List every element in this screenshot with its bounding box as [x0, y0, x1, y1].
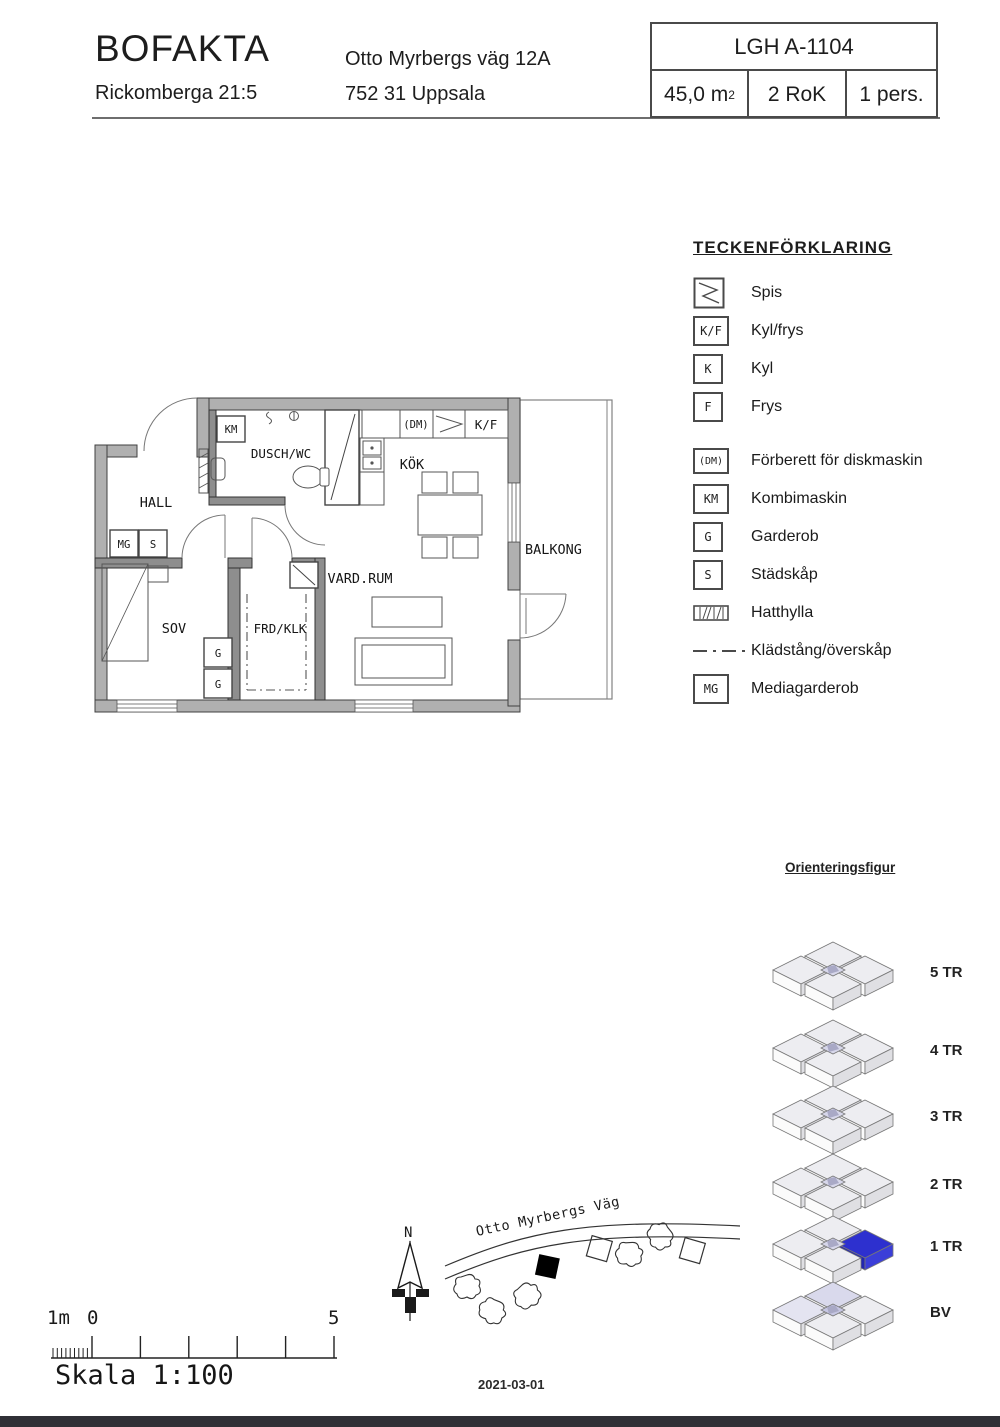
unit-rooms: 2 RoK [749, 71, 847, 118]
stove-icon [436, 416, 462, 432]
legend-item-stadskap: S Städskåp [693, 556, 983, 594]
floor-row-3tr: 3 TR [758, 1082, 993, 1162]
bed [102, 564, 168, 661]
legend-title: TECKENFÖRKLARING [693, 238, 893, 257]
hatthylla-icon [693, 604, 729, 622]
scale-end-label: 5 [328, 1307, 340, 1329]
room-label-sov: SOV [161, 621, 187, 637]
kf-box-icon: K/F [693, 316, 729, 346]
building-figure-icon [758, 938, 908, 1018]
scale-ruler [51, 1336, 337, 1358]
wardrobe-box [204, 638, 232, 667]
spis-icon [693, 277, 725, 309]
mg-label: MG [117, 539, 131, 551]
site-map [385, 1188, 745, 1348]
address-city: 752 31 Uppsala [345, 83, 486, 105]
g2-label: G [214, 679, 222, 691]
km-box-icon: KM [693, 484, 729, 514]
brand-title: BOFAKTA [95, 28, 270, 69]
clothes-rail-lines [247, 594, 306, 690]
bottom-bar [0, 1416, 1000, 1427]
room-label-kok: KÖK [399, 457, 425, 473]
window [508, 483, 520, 542]
shaft [290, 562, 318, 588]
room-label-hall: HALL [139, 495, 173, 511]
floor-row-5tr: 5 TR [758, 938, 993, 1018]
toilet-icon [293, 466, 329, 488]
kitchen-sink-icon [360, 438, 384, 505]
legend-item-spis: Spis [693, 274, 983, 312]
floor-plan [88, 392, 628, 722]
unit-persons: 1 pers. [859, 82, 924, 106]
building-outline [679, 1238, 705, 1264]
media-wardrobe-box [110, 530, 138, 557]
scale-text: Skala 1:100 [55, 1360, 234, 1391]
unit-area [652, 71, 749, 118]
legend-item-hatthylla: Hatthylla [693, 594, 983, 632]
kf-label: K/F [474, 417, 498, 432]
k-box-icon: K [693, 354, 723, 384]
room-label-duschwc: DUSCH/WC [250, 446, 312, 461]
window [355, 700, 413, 712]
legend-item-kladstang: Klädstång/överskåp [693, 632, 983, 670]
sofa [355, 638, 452, 685]
floor-row-1tr-highlighted: 1 TR [758, 1212, 993, 1292]
building-figure-icon [758, 1278, 908, 1358]
scale-zero-label: 0 [87, 1307, 99, 1329]
legend-item-frys: F Frys [693, 388, 983, 426]
building-marker [535, 1254, 560, 1279]
north-label: N [404, 1225, 413, 1241]
legend-item-garderob: G Garderob [693, 518, 983, 556]
scale-meter-label: 1m [47, 1307, 70, 1329]
dash-dot-line-icon [693, 648, 749, 654]
shower-drain-icon [267, 412, 299, 425]
legend-item-kylfrys: K/F Kyl/frys [693, 312, 983, 350]
s-box-icon: S [693, 560, 723, 590]
kitchen-counter [362, 410, 508, 438]
window [117, 700, 177, 712]
wardrobe-box [204, 669, 232, 698]
km-label: KM [224, 424, 238, 436]
scale-bar [45, 1302, 355, 1364]
dm-box-icon: (DM) [693, 448, 729, 474]
unit-area-value: 45,0 m [664, 82, 729, 106]
floor-row-2tr: 2 TR [758, 1150, 993, 1230]
coffee-table [372, 597, 442, 627]
floor-row-4tr: 4 TR [758, 1016, 993, 1096]
legend-item-kyl: K Kyl [693, 350, 983, 388]
washer-box [217, 416, 245, 442]
legend-item-kombimaskin: KM Kombimaskin [693, 480, 983, 518]
g1-label: G [214, 648, 222, 660]
room-label-vardrum: VARD.RUM [327, 571, 393, 587]
scale-minor-ticks [53, 1348, 87, 1358]
orientation-title: Orienteringsfigur [785, 860, 896, 875]
room-label-balkong: BALKONG [525, 542, 582, 558]
unit-id: LGH A-1104 [652, 24, 936, 71]
property-designation: Rickomberga 21:5 [95, 82, 258, 104]
unit-info-box [650, 22, 938, 118]
unit-area-sup: 2 [728, 87, 735, 102]
address-street: Otto Myrbergs väg 12A [345, 48, 551, 70]
legend-item-mediagarderob: MG Mediagarderob [693, 670, 983, 708]
legend-item-diskmaskin: (DM) Förberett för diskmaskin [693, 442, 983, 480]
cleaning-closet-box [139, 530, 167, 557]
north-arrow-icon [392, 1225, 429, 1321]
floor-row-bv: BV [758, 1278, 993, 1358]
room-label-frdklk: FRD/KLK [253, 621, 307, 636]
document-date: 2021-03-01 [478, 1377, 545, 1392]
dining-table [418, 472, 482, 558]
road-label: Otto Myrbergs Väg [474, 1193, 622, 1240]
legend [693, 238, 983, 708]
s-label: S [149, 539, 157, 551]
mg-box-icon: MG [693, 674, 729, 704]
dm-label: (DM) [403, 419, 429, 431]
f-box-icon: F [693, 392, 723, 422]
g-box-icon: G [693, 522, 723, 552]
shaft [325, 410, 359, 505]
